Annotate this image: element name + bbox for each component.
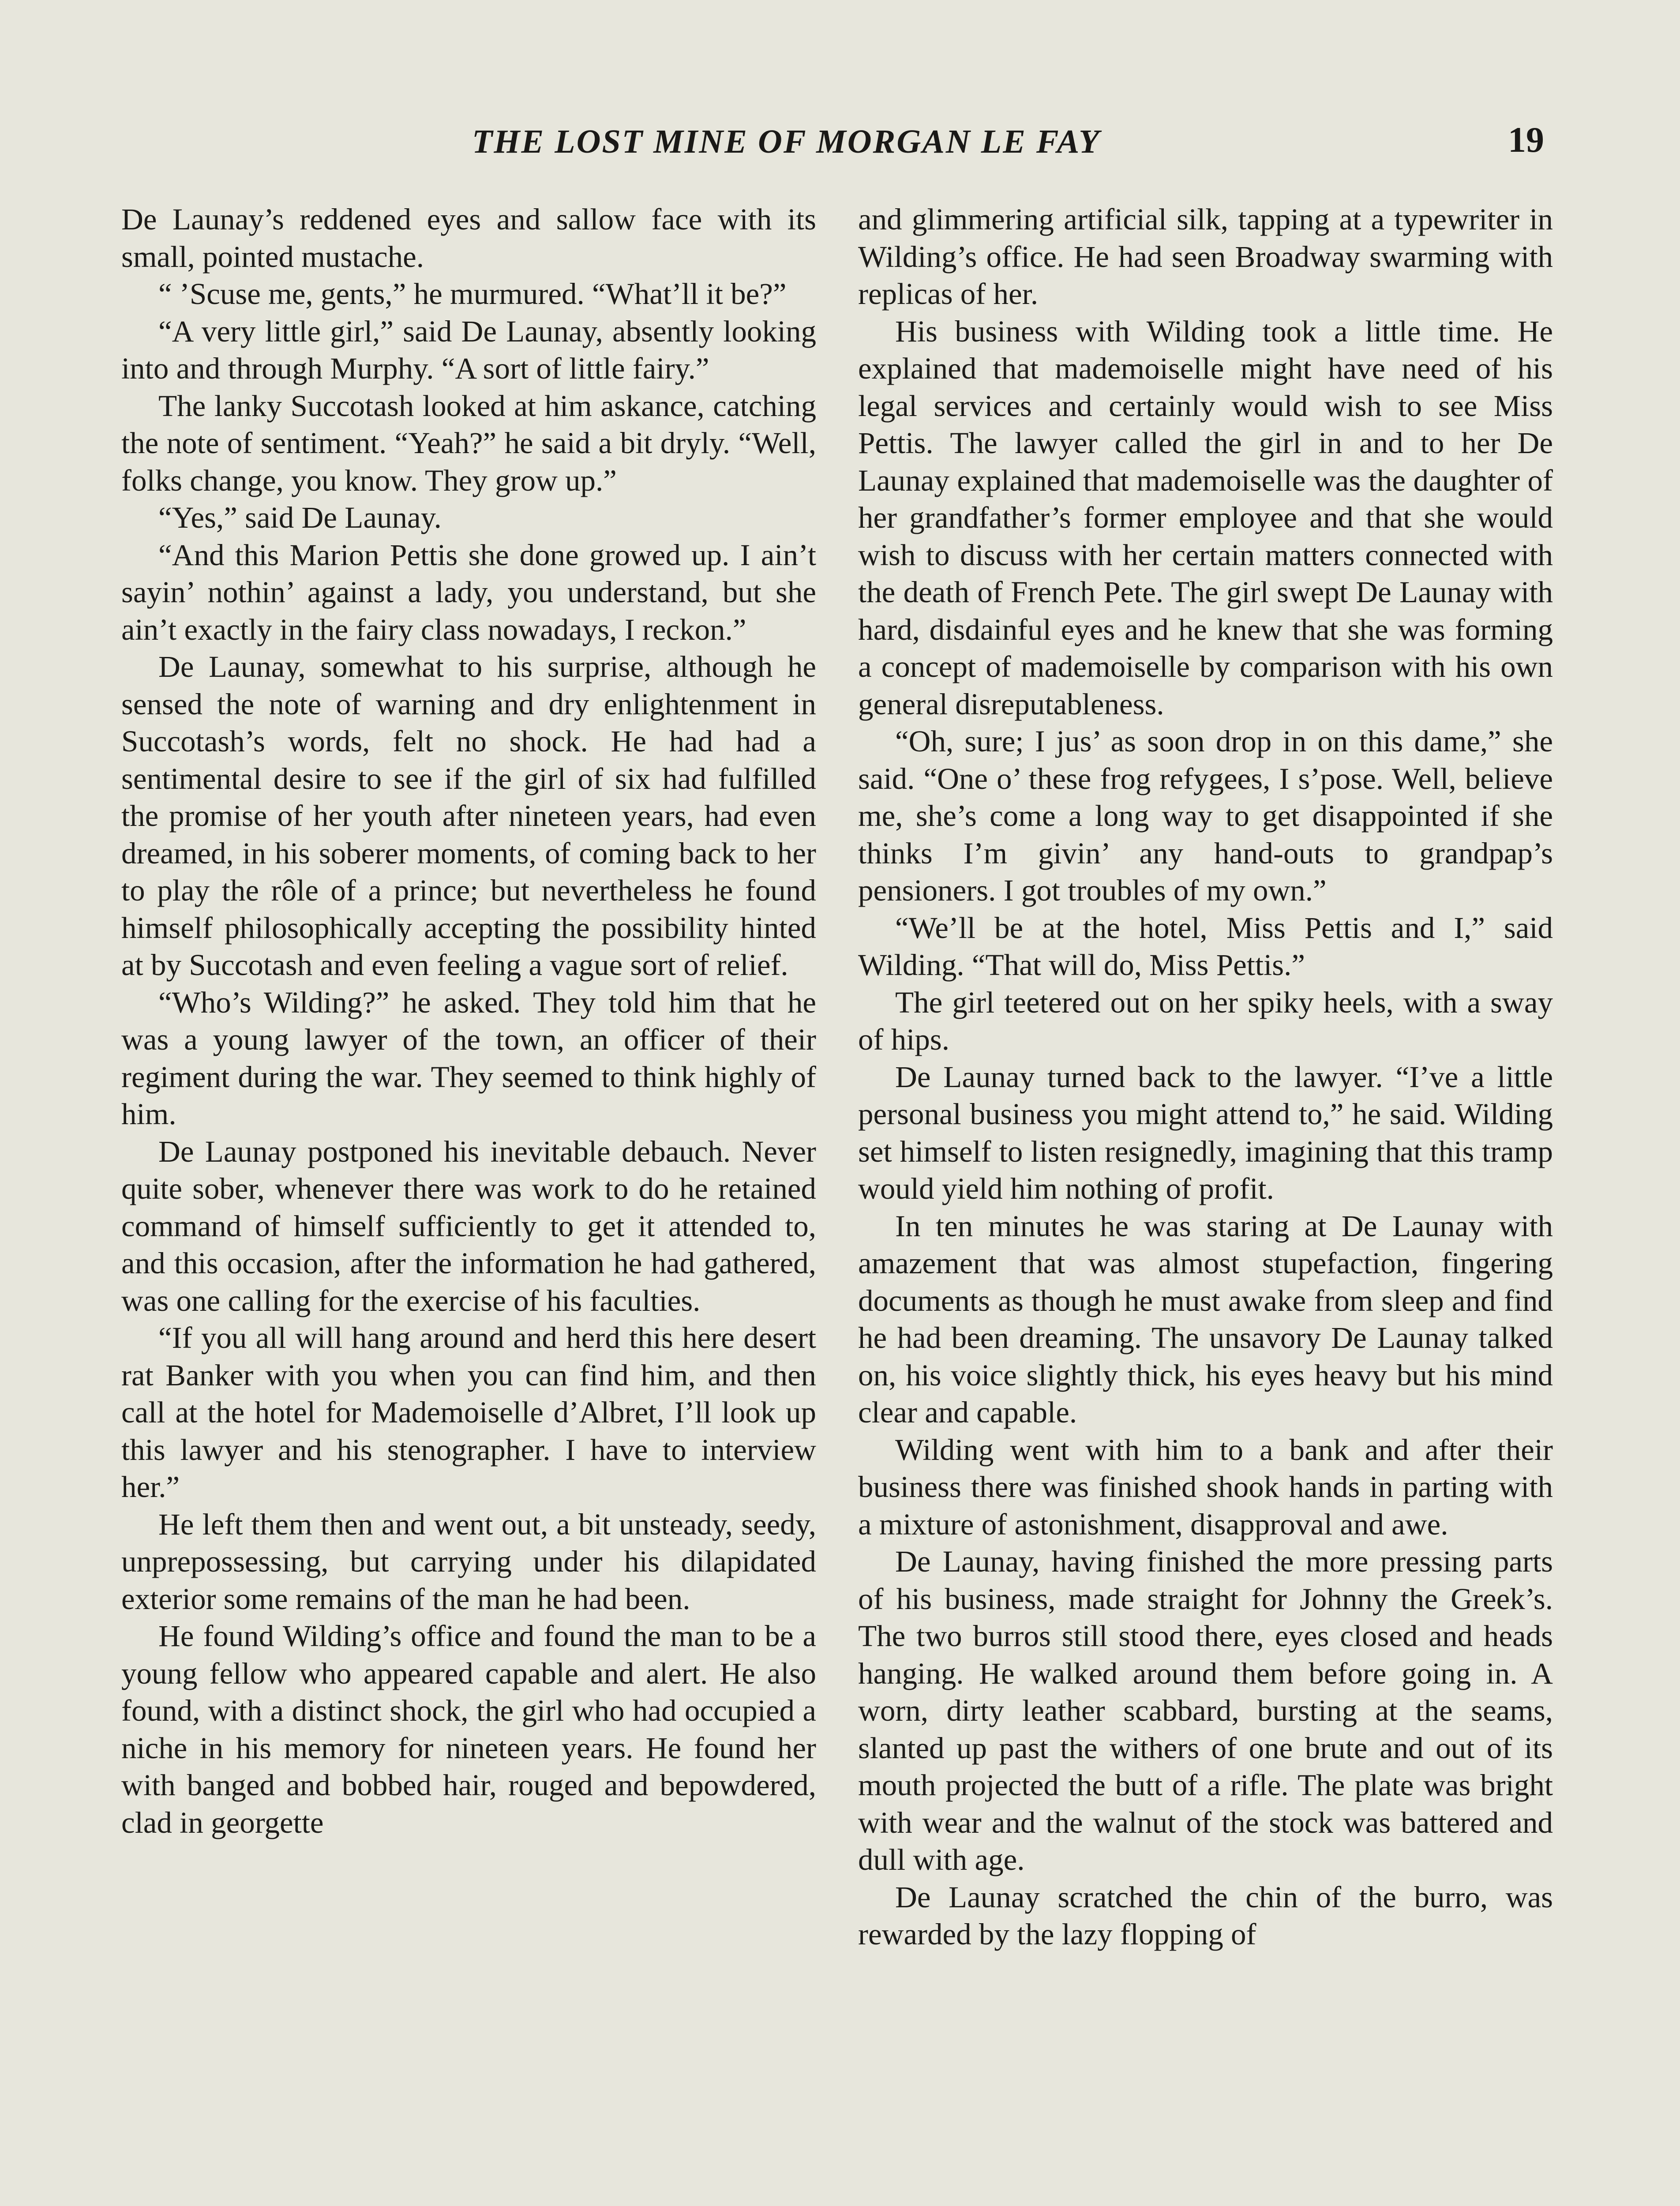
paragraph: “Oh, sure; I jus’ as soon drop in on this dame,” she said. “One o’ these frog refygees, I s’pose. Well, believe me, she’s come a long way to get disappointed if she thinks I’m givin’ any hand-outs to grandpap’s pensioners. I got troubles of my own.”: [858, 724, 1553, 907]
text-column-left: [121, 201, 816, 1841]
paragraph: “A very little girl,” said De Launay, absently looking into and through Murphy. “A sort of little fairy.”: [121, 314, 816, 385]
page-header: [0, 0, 1680, 190]
paragraph: “ ’Scuse me, gents,” he murmured. “What’ll it be?”: [158, 277, 787, 311]
paragraph: Wilding went with him to a bank and after their business there was finished shook hands in parting with a mixture of astonishment, disapproval and awe.: [858, 1433, 1553, 1541]
paragraph: “If you all will hang around and herd this here desert rat Banker with you when you can find him, and then call at the hotel for Mademoiselle d’Albret, I’ll look up this lawyer and his stenographer. I have to interview her.”: [121, 1321, 816, 1504]
page-number: 19: [1508, 120, 1544, 160]
text-column-right: [858, 201, 1553, 1953]
running-title: THE LOST MINE OF MORGAN LE FAY: [472, 123, 1101, 160]
paragraph: “We’ll be at the hotel, Miss Pettis and I,” said Wilding. “That will do, Miss Pettis.”: [858, 911, 1553, 982]
paragraph: De Launay scratched the chin of the burro, was rewarded by the lazy flopping of: [858, 1880, 1553, 1951]
paragraph: The girl teetered out on her spiky heels, with a sway of hips.: [858, 985, 1553, 1056]
paragraph: and glimmering artificial silk, tapping at a typewriter in Wilding’s office. He had seen Broadway swarming with replicas of her.: [858, 203, 1553, 311]
paragraph: De Launay, having finished the more pressing parts of his business, made straight for Johnny the Greek’s. The two burros still stood there, eyes closed and heads hanging. He walked around them before going in. A worn, dirty leather scabbard, bursting at the seams, slanted up past the withers of one brute and out of its mouth projected the butt of a rifle. The plate was bright with wear and the walnut of the stock was battered and dull with age.: [858, 1545, 1553, 1876]
paragraph: De Launay’s reddened eyes and sallow face with its small, pointed mustache.: [121, 203, 816, 274]
paragraph: De Launay, somewhat to his surprise, although he sensed the note of warning and dry enlightenment in Succotash’s words, felt no shock. He had had a sentimental desire to see if the girl of six had fulfilled the promise of her youth after nineteen years, had even dreamed, in his soberer moments, of coming back to her to play the rôle of a prince; but nevertheless he found himself philosophically accepting the possibility hinted at by Succotash and even feeling a vague sort of relief.: [121, 650, 816, 982]
paragraph: De Launay postponed his inevitable debauch. Never quite sober, whenever there was work to do he retained command of himself sufficiently to get it attended to, and this occasion, after the information he had gathered, was one calling for the exercise of his faculties.: [121, 1134, 816, 1317]
paragraph: His business with Wilding took a little time. He explained that mademoiselle might have need of his legal services and certainly would wish to see Miss Pettis. The lawyer called the girl in and to her De Launay explained that mademoiselle was the daughter of her grandfather’s former employee and that she would wish to discuss with her certain matters connected with the death of French Pete. The girl swept De Launay with hard, disdainful eyes and he knew that she was forming a concept of mademoiselle by comparison with his own general disreputableness.: [858, 314, 1553, 721]
paragraph: The lanky Succotash looked at him askance, catching the note of sentiment. “Yeah?” he said a bit dryly. “Well, folks change, you know. They grow up.”: [121, 389, 816, 497]
paragraph: “And this Marion Pettis she done growed up. I ain’t sayin’ nothin’ against a lady, you understand, but she ain’t exactly in the fairy class nowadays, I reckon.”: [121, 538, 816, 646]
paragraph: De Launay turned back to the lawyer. “I’ve a little personal business you might attend to,” he said. Wilding set himself to listen resignedly, imagining that this tramp would yield him nothing of profit.: [858, 1060, 1553, 1205]
paragraph: “Yes,” said De Launay.: [158, 501, 442, 534]
paragraph: He found Wilding’s office and found the man to be a young fellow who appeared capable and alert. He also found, with a distinct shock, the girl who had occupied a niche in his memory for nineteen years. He found her with banged and bobbed hair, rouged and bepowdered, clad in georgette: [121, 1619, 816, 1839]
paragraph: In ten minutes he was staring at De Launay with amazement that was almost stupefaction, fingering documents as though he must awake from sleep and find he had been dreaming. The unsavory De Launay talked on, his voice slightly thick, his eyes heavy but his mind clear and capable.: [858, 1209, 1553, 1429]
paragraph: He left them then and went out, a bit unsteady, seedy, unprepossessing, but carrying under his dilapidated exterior some remains of the man he had been.: [121, 1507, 816, 1616]
paragraph: “Who’s Wilding?” he asked. They told him that he was a young lawyer of the town, an officer of their regiment during the war. They seemed to think highly of him.: [121, 985, 816, 1131]
